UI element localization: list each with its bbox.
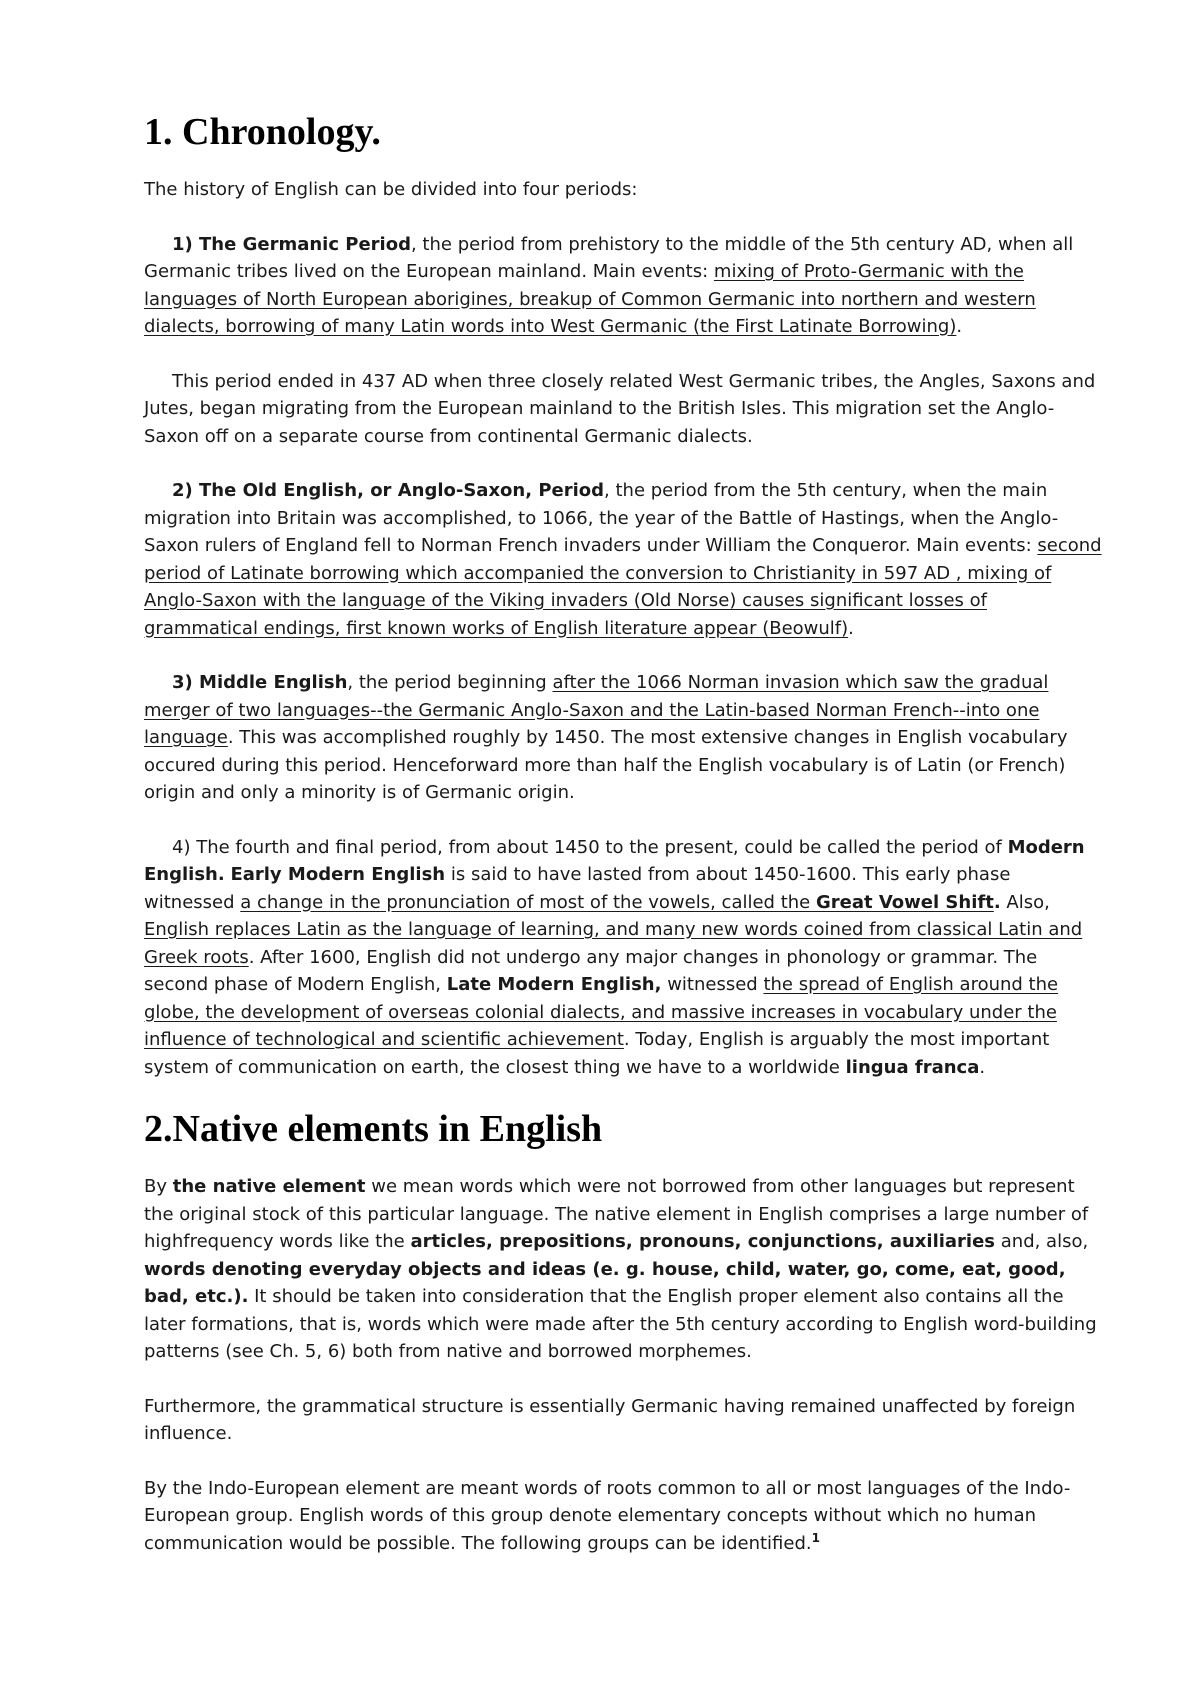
paragraph-migration: This period ended in 437 AD when three closely related West Germanic tribes, the Angles, Saxons and Jutes, began migrating from the European mainland to the British Isles. This migration set the Anglo-Saxon off on a separate course from continental Germanic dialects. bbox=[144, 370, 1096, 447]
term-lingua-franca: lingua franca bbox=[845, 1056, 980, 1078]
term-germanic-period: The Germanic Period bbox=[199, 233, 411, 255]
term-modern-english: Modern English. bbox=[144, 836, 1085, 885]
term-everyday-words: words denoting everyday objects and ideas bbox=[144, 1258, 587, 1280]
paragraph-grammatical-structure: Furthermore, the grammatical structure is essentially Germanic having remained unaffected by foreign influence. bbox=[144, 1395, 1076, 1444]
list-number: 2) bbox=[172, 480, 200, 501]
term-great-vowel-shift: Great Vowel Shift bbox=[815, 891, 994, 913]
list-number: 3) bbox=[172, 672, 200, 693]
section-1-intro: The history of English can be divided into four periods: bbox=[144, 179, 638, 200]
main-events-underlined: mixing of Proto-Germanic with the languages of North European aborigines, breakup of Common Germanic into northern and western dialects, borrowing of many Latin words into West Germanic (the First Latinate Borrowing) bbox=[144, 261, 1036, 337]
term-late-modern-english: Late Modern English, bbox=[446, 974, 662, 995]
term-native-element: the native element bbox=[172, 1176, 366, 1197]
term-word-classes: articles, prepositions, pronouns, conjunctions, auxiliaries bbox=[410, 1231, 996, 1252]
examples: (e. g. house, child, water, go, come, eat, good, bad, etc.). bbox=[144, 1258, 1066, 1307]
paragraph-native-element: By the native element we mean words which were not borrowed from other languages but represent the original stock of this particular language. The native element in English comprises a large number of highfrequency words like the articles, prepositions, pronouns, conjunctions, auxiliaries and, also, words denoting everyday objects and ideas (e. g. house, child, water, go, come, eat, good, bad, etc.). It should be taken into consideration that the English proper element also contains all the later formations, that is, words which were made after the 5th century according to English word-building patterns (see Ch. 5, 6) both from native and borrowed morphemes. bbox=[144, 1176, 1097, 1362]
merger-underlined: after the 1066 Norman invasion which saw the gradual merger of two languages--the Germanic Anglo-Saxon and the Latin-based Norman French--into one language bbox=[144, 672, 1049, 748]
paragraph-germanic-period: 1) The Germanic Period, the period from prehistory to the middle of the 5th century AD, when all Germanic tribes lived on the European mainland. Main events: mixing of Proto-Germanic with the languages of North European aborigines, breakup of Common Germanic into northern and western dialects, borrowing of many Latin words into West Germanic (the First Latinate Borrowing). bbox=[144, 233, 1074, 337]
document-page bbox=[144, 110, 1104, 1557]
footnote-mark: 1 bbox=[811, 1530, 820, 1545]
term-early-modern-english: Early Modern English bbox=[230, 864, 446, 885]
paragraph-middle-english: 3) Middle English, the period beginning after the 1066 Norman invasion which saw the gradual merger of two languages--the Germanic Anglo-Saxon and the Latin-based Norman French--into one language. This was accomplished roughly by 1450. The most extensive changes in English vocabulary occured during this period. Henceforward more than half the English vocabulary is of Latin (or French) origin and only a minority is of Germanic origin. bbox=[144, 672, 1068, 803]
term-middle-english: Middle English bbox=[199, 672, 348, 693]
vowel-change-underlined: a change in the pronunciation of most of the vowels, called the Great Vowel Shift bbox=[240, 891, 994, 913]
latin-replaced-underlined: English replaces Latin as the language of learning, and many new words coined from classical Latin and Greek roots bbox=[144, 919, 1083, 968]
paragraph-old-english-period: 2) The Old English, or Anglo-Saxon, Period, the period from the 5th century, when the main migration into Britain was accomplished, to 1066, the year of the Battle of Hastings, when the Anglo-Saxon rulers of England fell to Norman French invaders under William the Conqueror. Main events: second period of Latinate borrowing which accompanied the conversion to Christianity in 597 AD , mixing of Anglo-Saxon with the language of the Viking invaders (Old Norse) causes significant losses of grammatical endings, first known works of English literature appear (Beowulf). bbox=[144, 480, 1102, 639]
section-2-title: 2.Native elements in English bbox=[144, 1108, 603, 1150]
paragraph-modern-english: 4) The fourth and final period, from about 1450 to the present, could be called the period of Modern English. Early Modern English is said to have lasted from about 1450-1600. This early phase witnessed a change in the pronunciation of most of the vowels, called the Great Vowel Shift. Also, English replaces Latin as the language of learning, and many new words coined from classical Latin and Greek roots. After 1600, English did not undergo any major changes in phonology or grammar. The second phase of Modern English, Late Modern English, witnessed the spread of English around the globe, the development of overseas colonial dialects, and massive increases in vocabulary under the influence of technological and scientific achievement. Today, English is arguably the most important system of communication on earth, the closest thing we have to a worldwide lingua franca. bbox=[144, 836, 1085, 1078]
list-number: 1) bbox=[172, 233, 200, 255]
spread-underlined: the spread of English around the globe, the development of overseas colonial dialects, and massive increases in vocabulary under the influence of technological and scientific achievement bbox=[144, 974, 1059, 1050]
term-old-english-period: The Old English, or Anglo-Saxon, Period bbox=[199, 480, 605, 501]
main-events-underlined: second period of Latinate borrowing which accompanied the conversion to Christianity in 597 AD , mixing of Anglo-Saxon with the language of the Viking invaders (Old Norse) causes significant losses of grammatical endings, first known works of English literature appear (Beowulf) bbox=[144, 535, 1102, 639]
section-1-title: 1. Chronology. bbox=[144, 111, 381, 153]
paragraph-indo-european: By the Indo-European element are meant words of roots common to all or most languages of the Indo-European group. English words of this group denote elementary concepts without which no human communication would be possible. The following groups can be identified.$^1$ bbox=[144, 1477, 1071, 1554]
